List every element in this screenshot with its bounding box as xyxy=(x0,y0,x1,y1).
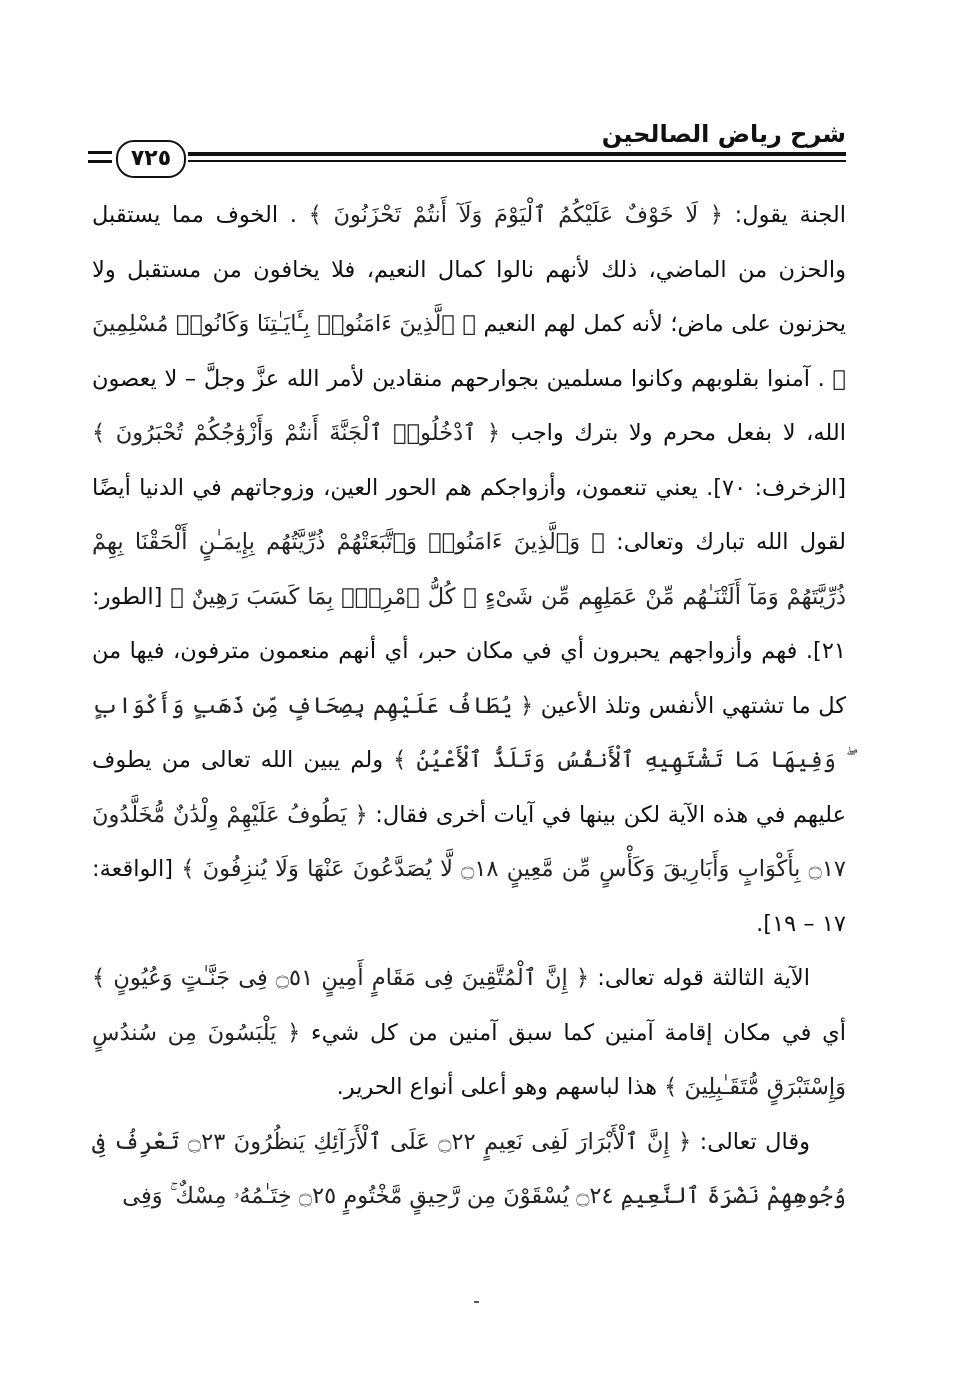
quran-verse: ﴿ ٱلَّذِينَ ءَامَنُوا۟ بِـَٔايَـٰتِنَا وَكَانُوا۟ مُسْلِمِينَ ﴾ xyxy=(92,311,846,392)
commentary-text: [الواقعة: ١٧ – ١٩]. xyxy=(92,856,846,937)
commentary-text: أي في مكان إقامة آمنين كما سبق آمنين من كل شيء xyxy=(300,1019,846,1046)
commentary-text: هذا لباسهم وهو أعلى أنواع الحرير. xyxy=(336,1074,665,1100)
header-rule-thick xyxy=(188,152,846,156)
quran-verse: ﴿ وَٱلَّذِينَ ءَامَنُوا۟ وَٱتَّبَعَتْهُمْ ذُرِّيَّتُهُم بِإِيمَـٰنٍ أَلْحَقْنَا بِهِمْ ذُرِّيَّتَهُمْ وَمَآ أَلَتْنَـٰهُم مِّنْ عَمَلِهِم مِّن شَىْءٍ ۚ كُلُّ ٱمْرِئٍۭ بِمَا كَسَبَ رَهِينٌ ﴾ xyxy=(92,529,846,610)
quran-verse: ﴿ يُطَافُ عَلَيْهِم بِصِحَافٍ مِّن ذَهَبٍ وَأَكْوَابٍ ۖ وَفِيهَا مَا تَشْتَهِيهِ ٱلْأَنفُسُ وَتَلَذُّ ٱلْأَعْيُنُ ﴾ xyxy=(92,692,846,773)
running-title: شرح رياض الصالحين xyxy=(601,120,846,148)
paragraph xyxy=(92,188,846,951)
page-header xyxy=(88,118,846,178)
quran-verse: ﴿ إِنَّ ٱلْأَبْرَارَ لَفِى نَعِيمٍ ۝٢٢ عَلَى ٱلْأَرَآئِكِ يَنظُرُونَ ۝٢٣ تَعْرِفُ فِى وُجُوهِهِمْ نَضْرَةَ ٱلنَّعِيمِ ۝٢٤ يُسْقَوْنَ مِن رَّحِيقٍ مَّخْتُومٍ ۝٢٥ خِتَـٰمُهُۥ مِسْكٌ ۚ وَفِى xyxy=(92,1128,846,1209)
paragraph xyxy=(92,1115,846,1224)
quran-verse: ﴿ إِنَّ ٱلْمُتَّقِينَ فِى مَقَامٍ أَمِينٍ ۝٥١ فِى جَنَّـٰتٍ وَعُيُونٍ ﴾ xyxy=(92,965,590,991)
commentary-text: . الخوف مما يستقبل والحزن من الماضي، ذلك لأنهم نالوا كمال النعيم، فلا يخافون من مستقبل ولا يحزنون على ماض؛ لأنه كمل لهم النعيم xyxy=(92,202,846,337)
commentary-text: الآية الثالثة قوله تعالى: xyxy=(589,965,810,991)
footer-mark xyxy=(474,1301,479,1303)
commentary-text: الجنة يقول: xyxy=(723,202,846,228)
quran-verse: ﴿ لَا خَوْفٌ عَلَيْكُمُ ٱلْيَوْمَ وَلَآ أَنتُمْ تَحْزَنُونَ ﴾ xyxy=(308,202,723,228)
commentary-text: . آمنوا بقلوبهم وكانوا مسلمين بجوارحهم منقادين لأمر الله عزَّ وجلَّ – لا يعصون الله، لا بفعل محرم ولا بترك واجب xyxy=(92,365,846,446)
commentary-text: [الزخرف: ٧٠]. يعني تنعمون، وأزواجكم هم الحور العين، وزوجاتهم في الدنيا أيضًا لقول الله تبارك وتعالى: xyxy=(92,474,846,555)
header-rule-thin xyxy=(188,160,846,162)
page-number-badge: ٧٢٥ xyxy=(116,140,186,178)
commentary-text: وقال تعالى: xyxy=(691,1128,811,1155)
header-ornament-dash xyxy=(88,160,112,163)
commentary-text: [الطور: ٢١]. فهم وأزواجهم يحبرون أي في مكان حبر، أي أنهم منعمون مترفون، فيها من كل ما تشتهي الأنفس وتلذ الأعين xyxy=(92,583,846,719)
paragraph xyxy=(92,951,846,1115)
quran-verse: ﴿ ٱدْخُلُوا۟ ٱلْجَنَّةَ أَنتُمْ وَأَزْوَٰجُكُمْ تُحْبَرُونَ ﴾ xyxy=(92,420,501,446)
header-ornament-dash xyxy=(88,151,112,154)
body-text xyxy=(92,188,846,1224)
quran-verse: ﴿ يَلْبَسُونَ مِن سُندُسٍ وَإِسْتَبْرَقٍ مُّتَقَـٰبِلِينَ ﴾ xyxy=(92,1019,846,1100)
commentary-text: ولم يبين الله تعالى من يطوف عليهم في هذه الآية لكن بينها في آيات أخرى فقال: xyxy=(92,747,847,828)
quran-verse: ﴿ يَطُوفُ عَلَيْهِمْ وِلْدَٰنٌ مُّخَلَّدُونَ ۝١٧ بِأَكْوَابٍ وَأَبَارِيقَ وَكَأْسٍ مِّن مَّعِينٍ ۝١٨ لَّا يُصَدَّعُونَ عَنْهَا وَلَا يُنزِفُونَ ﴾ xyxy=(92,801,847,882)
